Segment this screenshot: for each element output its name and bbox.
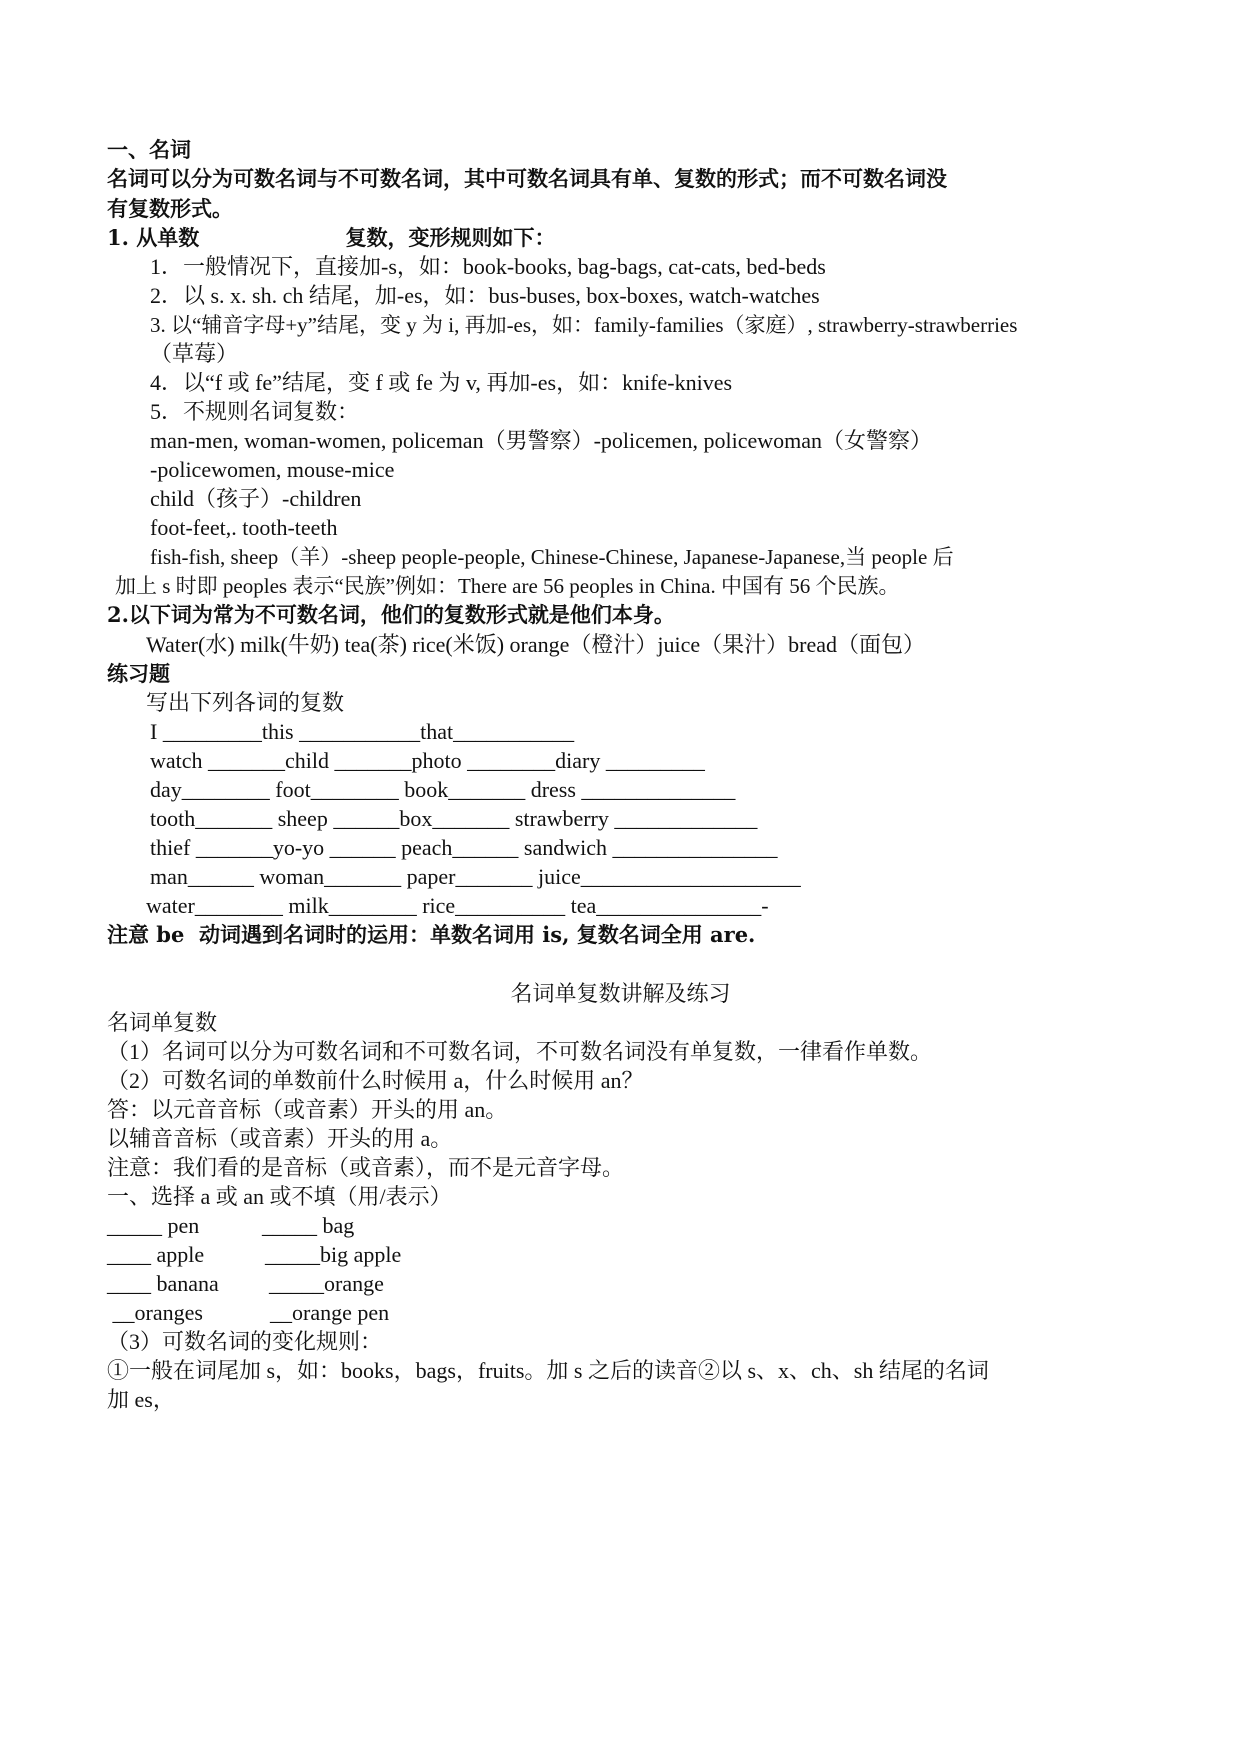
section-heading: 一、名词 bbox=[107, 137, 191, 162]
rule-line: fish-fish, sheep（羊）-sheep people-people, Chinese-Chinese, Japanese-Japanese,当 people 后 bbox=[150, 545, 954, 569]
choice-item: ____ apple bbox=[107, 1242, 205, 1267]
rule1-heading: 1. 从单数 复数，变形规则如下： bbox=[107, 225, 556, 250]
choice-item: ____ banana bbox=[107, 1271, 219, 1296]
choice-item: __orange pen bbox=[270, 1300, 390, 1325]
rule-line: 2．以 s. x. sh. ch 结尾，加-es，如：bus-buses, box-boxes, watch-watches bbox=[150, 283, 820, 308]
rule-line: ①一般在词尾加 s，如：books，bags，fruits。加 s 之后的读音②以 s、x、ch、sh 结尾的名词 bbox=[107, 1358, 989, 1383]
exercise-line: day________ foot________ book_______ dress ______________ bbox=[150, 777, 736, 802]
section-title: 名词单复数讲解及练习 bbox=[510, 981, 731, 1006]
rule-line: 加上 s 时即 peoples 表示“民族”例如：There are 56 peoples in China. 中国有 56 个民族。 bbox=[115, 574, 900, 598]
rule-line: 加 es， bbox=[107, 1387, 175, 1412]
rule-line: -policewomen, mouse-mice bbox=[150, 457, 395, 482]
note: 注意 be 动词遇到名词时的运用：单数名词用 is, 复数名词全用 are. bbox=[107, 922, 756, 947]
rule-line: man-men, woman-women, policeman（男警察）-policemen, policewoman（女警察） bbox=[150, 428, 933, 453]
exercise-line: watch _______child _______photo ________diary _________ bbox=[150, 748, 705, 773]
explanation-line: （2）可数名词的单数前什么时候用 a，什么时候用 an？ bbox=[107, 1068, 644, 1093]
rule-line: child（孩子）-children bbox=[150, 486, 362, 511]
exercise-heading: 练习题 bbox=[107, 661, 170, 686]
exercise-line: man______ woman_______ paper_______ juice____________________ bbox=[150, 864, 801, 889]
section-subtitle: 名词单复数 bbox=[107, 1010, 218, 1035]
rule-line: （草莓） bbox=[150, 341, 239, 366]
choice-item: _____ bag bbox=[262, 1213, 355, 1238]
rule-line: 1．一般情况下，直接加-s，如：book-books, bag-bags, cat-cats, bed-beds bbox=[150, 254, 826, 279]
rule-line: 3. 以“辅音字母+y”结尾，变 y 为 i, 再加-es，如：family-families（家庭）, strawberry-strawberries bbox=[150, 313, 1018, 337]
rule2-heading: 2.以下词为常为不可数名词，他们的复数形式就是他们本身。 bbox=[107, 602, 675, 627]
choice-item: __oranges bbox=[107, 1300, 203, 1325]
exercise-line: water________ milk________ rice__________ tea_______________- bbox=[146, 893, 769, 918]
explanation-line: 以辅音音标（或音素）开头的用 a。 bbox=[107, 1126, 453, 1151]
exercise-line: I _________this ___________that___________ bbox=[150, 719, 575, 744]
rules-heading: （3）可数名词的变化规则： bbox=[107, 1329, 383, 1354]
exercise-line: tooth_______ sheep ______box_______ strawberry _____________ bbox=[150, 806, 758, 831]
choice-item: _____orange bbox=[269, 1271, 384, 1296]
choice-item: _____big apple bbox=[265, 1242, 402, 1267]
uncountable-list: Water(水) milk(牛奶) tea(茶) rice(米饭) orange（橙汁）juice（果汁）bread（面包） bbox=[146, 632, 925, 657]
rule-line: foot-feet,. tooth-teeth bbox=[150, 515, 338, 540]
exercise-line: thief _______yo-yo ______ peach______ sandwich _______________ bbox=[150, 835, 778, 860]
rule-line: 4．以“f 或 fe”结尾，变 f 或 fe 为 v, 再加-es，如：knife-knives bbox=[150, 370, 733, 395]
intro-line-1: 名词可以分为可数名词与不可数名词，其中可数名词具有单、复数的形式；而不可数名词没 bbox=[107, 166, 947, 191]
explanation-line: 答：以元音音标（或音素）开头的用 an。 bbox=[107, 1097, 508, 1122]
explanation-line: 一、选择 a 或 an 或不填（用/表示） bbox=[107, 1184, 452, 1209]
choice-item: _____ pen bbox=[107, 1213, 200, 1238]
rule-line: 5．不规则名词复数： bbox=[150, 399, 360, 424]
exercise-instruction: 写出下列各词的复数 bbox=[146, 690, 345, 715]
intro-line-2: 有复数形式。 bbox=[107, 196, 233, 221]
explanation-line: （1）名词可以分为可数名词和不可数名词，不可数名词没有单复数，一律看作单数。 bbox=[107, 1039, 933, 1064]
explanation-line: 注意：我们看的是音标（或音素），而不是元音字母。 bbox=[107, 1155, 625, 1180]
